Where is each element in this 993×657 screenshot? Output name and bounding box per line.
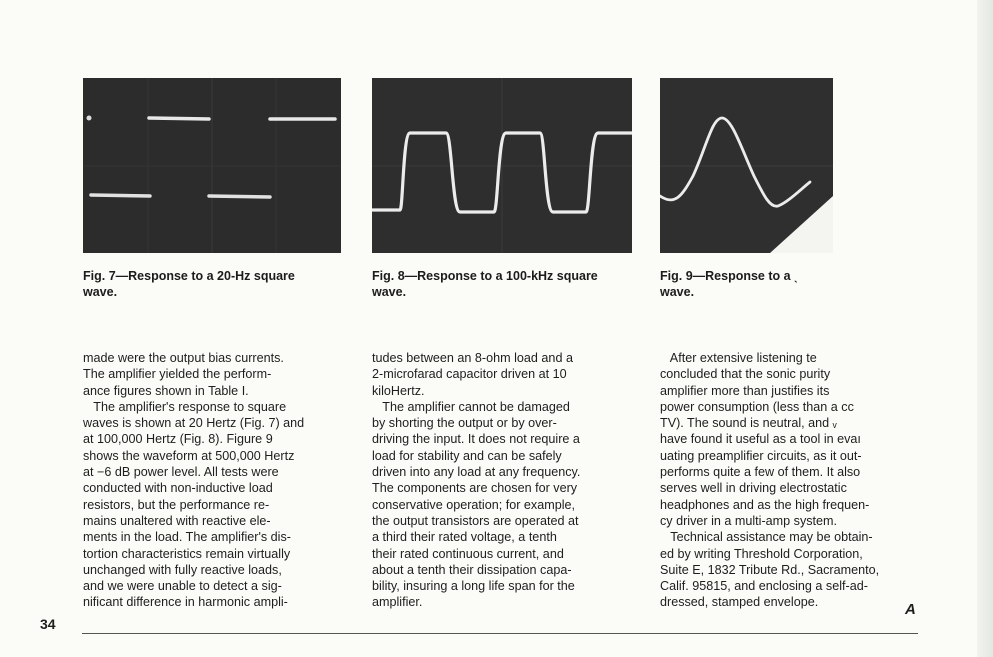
caption-line: Fig. 9—Response to a ˎ [660, 269, 799, 283]
text-line: 2-microfarad capacitor driven at 10 [372, 367, 567, 382]
page-edge-shadow [977, 0, 993, 657]
text-line: load for stability and can be safely [372, 448, 562, 463]
text-line: Suite E, 1832 Tribute Rd., Sacramento, [660, 562, 880, 577]
square-wave-20hz-trace [83, 78, 341, 253]
text-line: unchanged with fully reactive loads, [83, 562, 282, 577]
text-line: have found it useful as a tool in evaı [660, 432, 861, 447]
text-line: their rated continuous current, and [372, 546, 564, 561]
text-line: performs quite a few of them. It also [660, 465, 861, 480]
text-line: serves well in driving electrostatic [660, 481, 847, 496]
text-line: tudes between an 8-ohm load and a [372, 351, 573, 365]
text-line: tortion characteristics remain virtually [83, 546, 291, 561]
text-line: by shorting the output or by over- [372, 416, 557, 431]
text-line: conducted with non-inductive load [83, 481, 273, 496]
text-line: a third their rated voltage, a tenth [372, 530, 557, 545]
page-number: 34 [40, 616, 56, 632]
text-line: cy driver in a multi-amp system. [660, 513, 838, 528]
text-line: ed by writing Threshold Corporation, [660, 546, 863, 561]
text-line: bility, insuring a long life span for the [372, 579, 575, 594]
figure-8-oscilloscope-image [372, 78, 632, 253]
text-line: resistors, but the performance re- [83, 497, 270, 512]
text-line: The amplifier's response to square [83, 399, 287, 414]
text-line: driven into any load at any frequency. [372, 465, 581, 480]
footer-rule [82, 633, 918, 634]
text-line: at −6 dB power level. All tests were [83, 465, 279, 480]
text-column-2 [372, 350, 642, 611]
text-line: ance figures shown in Table I. [83, 383, 249, 398]
caption-line: wave. [660, 285, 695, 299]
square-wave-100khz-trace [372, 78, 632, 253]
figure-8-caption [372, 268, 637, 300]
text-line: nificant difference in harmonic ampli- [83, 595, 288, 610]
text-line: Technical assistance may be obtain- [660, 530, 873, 545]
text-line: amplifier more than justifies its [660, 383, 830, 398]
text-line: Calif. 95815, and enclosing a self-ad- [660, 579, 868, 594]
text-line: the output transistors are operated at [372, 513, 579, 528]
text-line: After extensive listening te [660, 351, 817, 365]
caption-line: Fig. 8—Response to a 100-kHz square [372, 269, 598, 283]
figure-9-oscilloscope-image [660, 78, 833, 253]
text-line: power consumption (less than a cc [660, 399, 854, 414]
text-line: uating preamplifier circuits, as it out- [660, 448, 862, 463]
end-of-article-mark: A [905, 601, 916, 618]
text-line: headphones and as the high frequen- [660, 497, 870, 512]
figure-7-caption [83, 268, 345, 300]
text-line: ments in the load. The amplifier's dis- [83, 530, 291, 545]
text-line: dressed, stamped envelope. [660, 595, 819, 610]
caption-line: wave. [372, 285, 407, 299]
figure-9-caption [660, 268, 860, 300]
sine-wave-500khz-trace [660, 78, 833, 253]
text-line: TV). The sound is neutral, and ᵥ [660, 416, 837, 431]
text-line: amplifier. [372, 595, 423, 610]
text-column-3 [660, 350, 930, 611]
caption-line: Fig. 7—Response to a 20-Hz square [83, 269, 295, 283]
text-line: waves is shown at 20 Hertz (Fig. 7) and [83, 416, 305, 431]
text-line: driving the input. It does not require a [372, 432, 580, 447]
caption-line: wave. [83, 285, 118, 299]
text-line: The components are chosen for very [372, 481, 578, 496]
text-column-1 [83, 350, 353, 611]
text-line: The amplifier yielded the perform- [83, 367, 272, 382]
text-line: kiloHertz. [372, 383, 425, 398]
text-line: at 100,000 Hertz (Fig. 8). Figure 9 [83, 432, 273, 447]
text-line: concluded that the sonic purity [660, 367, 831, 382]
text-line: shows the waveform at 500,000 Hertz [83, 448, 295, 463]
text-line: made were the output bias currents. [83, 351, 284, 365]
text-line: The amplifier cannot be damaged [372, 399, 570, 414]
text-line: mains unaltered with reactive ele- [83, 513, 271, 528]
text-line: about a tenth their dissipation capa- [372, 562, 572, 577]
text-line: conservative operation; for example, [372, 497, 576, 512]
text-line: and we were unable to detect a sig- [83, 579, 282, 594]
figure-7-oscilloscope-image [83, 78, 341, 253]
